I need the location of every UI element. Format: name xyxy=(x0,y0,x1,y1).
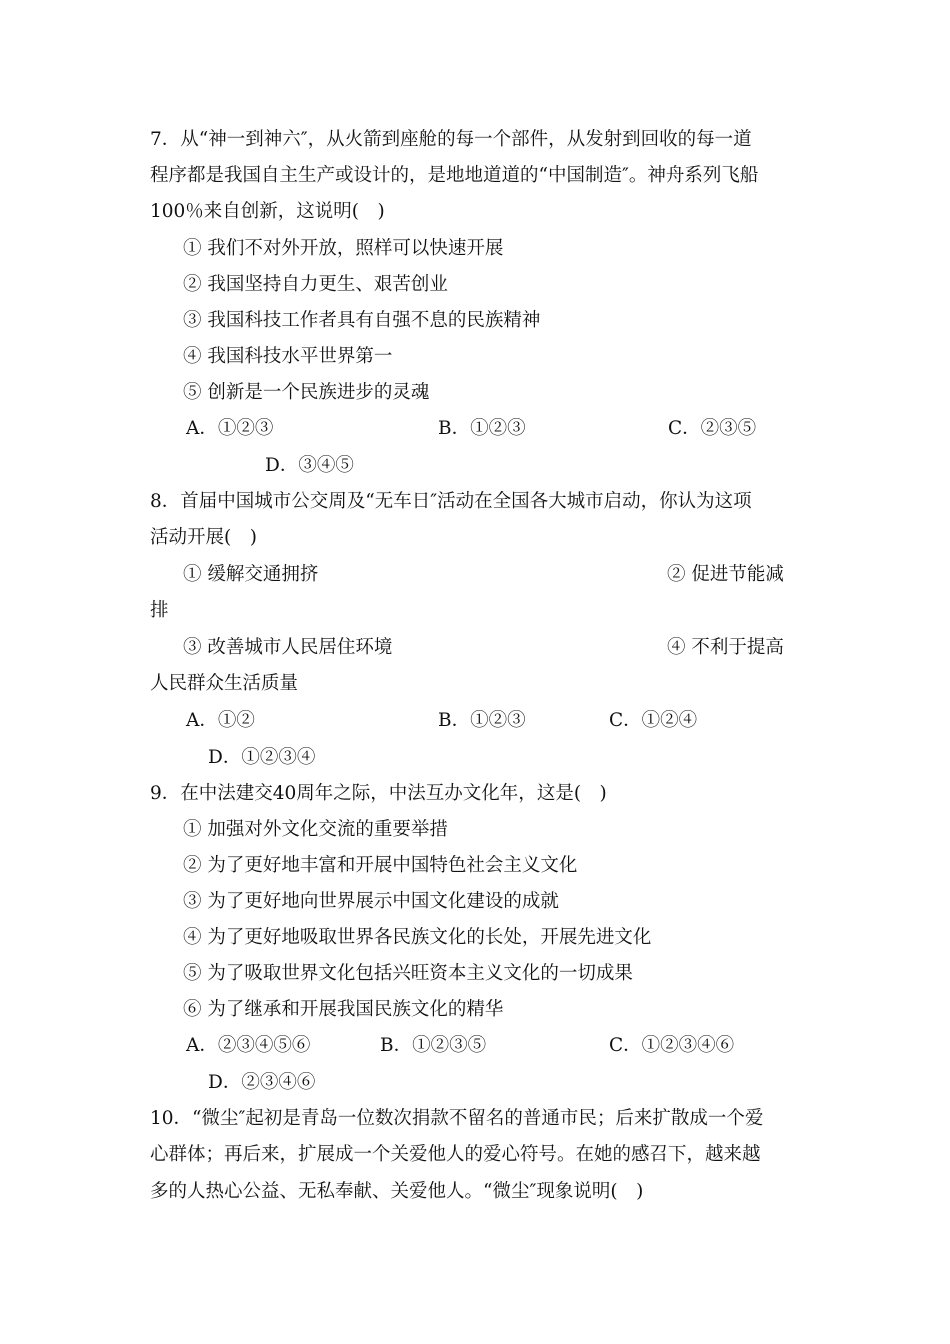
q10-stem-line-3: 多的人热心公益、无私奉献、关爱他人。“微尘″现象说明( ) xyxy=(150,1181,644,1202)
q9-item-4: ④ 为了更好地吸取世界各民族文化的长处，开展先进文化 xyxy=(183,927,652,948)
q7-stem-line-3: 100％来自创新，这说明( ) xyxy=(150,201,385,222)
q9-item-5: ⑤ 为了吸取世界文化包括兴旺资本主义文化的一切成果 xyxy=(183,963,633,984)
q8-option-a[interactable]: A．①② xyxy=(186,710,255,731)
q8-item-1: ① 缓解交通拥挤 xyxy=(183,564,319,585)
q7-item-2: ② 我国坚持自力更生、艰苦创业 xyxy=(183,274,448,295)
q8-item-4-continued: 人民群众生活质量 xyxy=(150,673,299,694)
q7-option-b[interactable]: B．①②③ xyxy=(438,418,526,439)
q9-option-b[interactable]: B．①②③⑤ xyxy=(380,1035,487,1056)
q9-option-c[interactable]: C．①②③④⑥ xyxy=(609,1035,735,1056)
q8-item-4: ④ 不利于提高 xyxy=(667,637,784,658)
q7-option-d[interactable]: D．③④⑤ xyxy=(265,455,354,476)
q7-option-a[interactable]: A．①②③ xyxy=(186,418,274,439)
q7-stem-line-1: 7．从“神一到神六″，从火箭到座舱的每一个部件，从发射到回收的每一道 xyxy=(150,129,752,150)
q8-item-3: ③ 改善城市人民居住环境 xyxy=(183,637,393,658)
q7-item-1: ① 我们不对外开放，照样可以快速开展 xyxy=(183,238,504,259)
q9-option-a[interactable]: A．②③④⑤⑥ xyxy=(186,1035,311,1056)
q7-item-4: ④ 我国科技水平世界第一 xyxy=(183,346,393,367)
q7-stem-line-2: 程序都是我国自主生产或设计的，是地地道道的“中国制造″。神舟系列飞船 xyxy=(150,165,759,186)
q8-option-d[interactable]: D．①②③④ xyxy=(208,747,316,768)
q7-item-3: ③ 我国科技工作者具有自强不息的民族精神 xyxy=(183,310,541,331)
q9-item-2: ② 为了更好地丰富和开展中国特色社会主义文化 xyxy=(183,855,578,876)
q8-stem-line-2: 活动开展( ) xyxy=(150,527,257,548)
q9-item-3: ③ 为了更好地向世界展示中国文化建设的成就 xyxy=(183,891,559,912)
q9-item-1: ① 加强对外文化交流的重要举措 xyxy=(183,819,448,840)
q10-stem-line-1: 10．“微尘″起初是青岛一位数次捐款不留名的普通市民；后来扩散成一个爱 xyxy=(150,1108,764,1129)
q9-stem-line-1: 9．在中法建交40周年之际，中法互办文化年，这是( ) xyxy=(150,783,607,804)
q8-item-2-continued: 排 xyxy=(150,600,169,621)
q7-item-5: ⑤ 创新是一个民族进步的灵魂 xyxy=(183,382,430,403)
q9-item-6: ⑥ 为了继承和开展我国民族文化的精华 xyxy=(183,999,504,1020)
q9-option-d[interactable]: D．②③④⑥ xyxy=(208,1072,316,1093)
q8-stem-line-1: 8．首届中国城市公交周及“无车日″活动在全国各大城市启动，你认为这项 xyxy=(150,491,752,512)
q8-option-b[interactable]: B．①②③ xyxy=(438,710,526,731)
q8-option-c[interactable]: C．①②④ xyxy=(609,710,698,731)
q10-stem-line-2: 心群体；再后来，扩展成一个关爱他人的爱心符号。在她的感召下，越来越 xyxy=(150,1144,761,1165)
q8-item-2: ② 促进节能减 xyxy=(667,564,784,585)
q7-option-c[interactable]: C．②③⑤ xyxy=(668,418,757,439)
